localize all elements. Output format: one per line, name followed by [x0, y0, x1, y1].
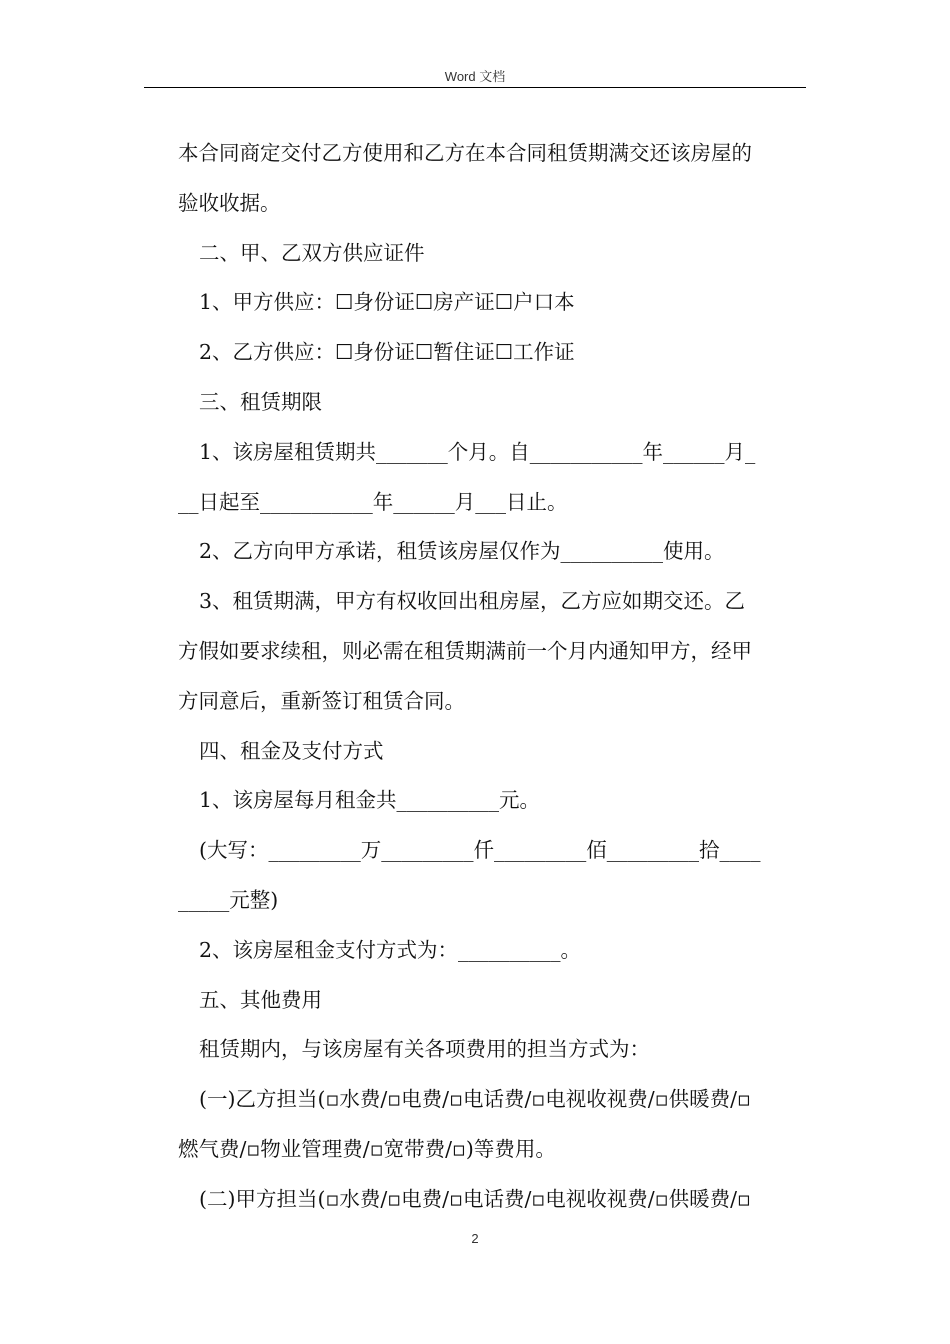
text-line: 2、乙方供应：☐身份证☐暂住证☐工作证 — [199, 340, 575, 365]
text-line: _____元整) — [178, 887, 279, 912]
text-line: 2、该房屋租金支付方式为：__________。 — [199, 937, 582, 962]
document-body — [178, 129, 806, 1225]
text-line: 1、该房屋每月租金共__________元。 — [199, 788, 541, 813]
section-heading: 三、租赁期限 — [199, 389, 322, 414]
header-rule — [144, 87, 806, 88]
text-line: (一)乙方担当(▫水费/▫电费/▫电话费/▫电视收视费/▫供暖费/▫ — [199, 1087, 751, 1112]
text-line: 本合同商定交付乙方使用和乙方在本合同租赁期满交还该房屋的 — [178, 141, 752, 165]
text-line: 验收收据。 — [178, 190, 281, 215]
text-line: __日起至___________年______月___日止。 — [178, 489, 568, 514]
section-heading: 五、其他费用 — [199, 987, 322, 1012]
section-heading: 二、甲、乙双方供应证件 — [199, 240, 425, 265]
text-line: 2、乙方向甲方承诺，租赁该房屋仅作为__________使用。 — [199, 539, 725, 564]
text-line: (大写：_________万_________仟_________佰_________拾____ — [199, 838, 761, 863]
text-line: 1、该房屋租赁期共_______个月。自___________年______月_ — [199, 439, 756, 464]
text-line: (二)甲方担当(▫水费/▫电费/▫电话费/▫电视收视费/▫供暖费/▫ — [199, 1186, 751, 1211]
page-header-title: Word 文档 — [444, 69, 506, 84]
section-heading: 四、租金及支付方式 — [199, 738, 384, 763]
text-line: 3、租赁期满，甲方有权收回出租房屋，乙方应如期交还。乙 — [199, 589, 746, 614]
text-line: 燃气费/▫物业管理费/▫宽带费/▫)等费用。 — [178, 1136, 556, 1161]
text-line: 租赁期内，与该房屋有关各项费用的担当方式为： — [199, 1037, 650, 1062]
text-line: 1、甲方供应：☐身份证☐房产证☐户口本 — [199, 290, 575, 315]
text-line: 方同意后，重新签订租赁合同。 — [178, 688, 465, 713]
page-number: 2 — [471, 1231, 479, 1246]
text-line: 方假如要求续租，则必需在租赁期满前一个月内通知甲方，经甲 — [178, 638, 752, 663]
